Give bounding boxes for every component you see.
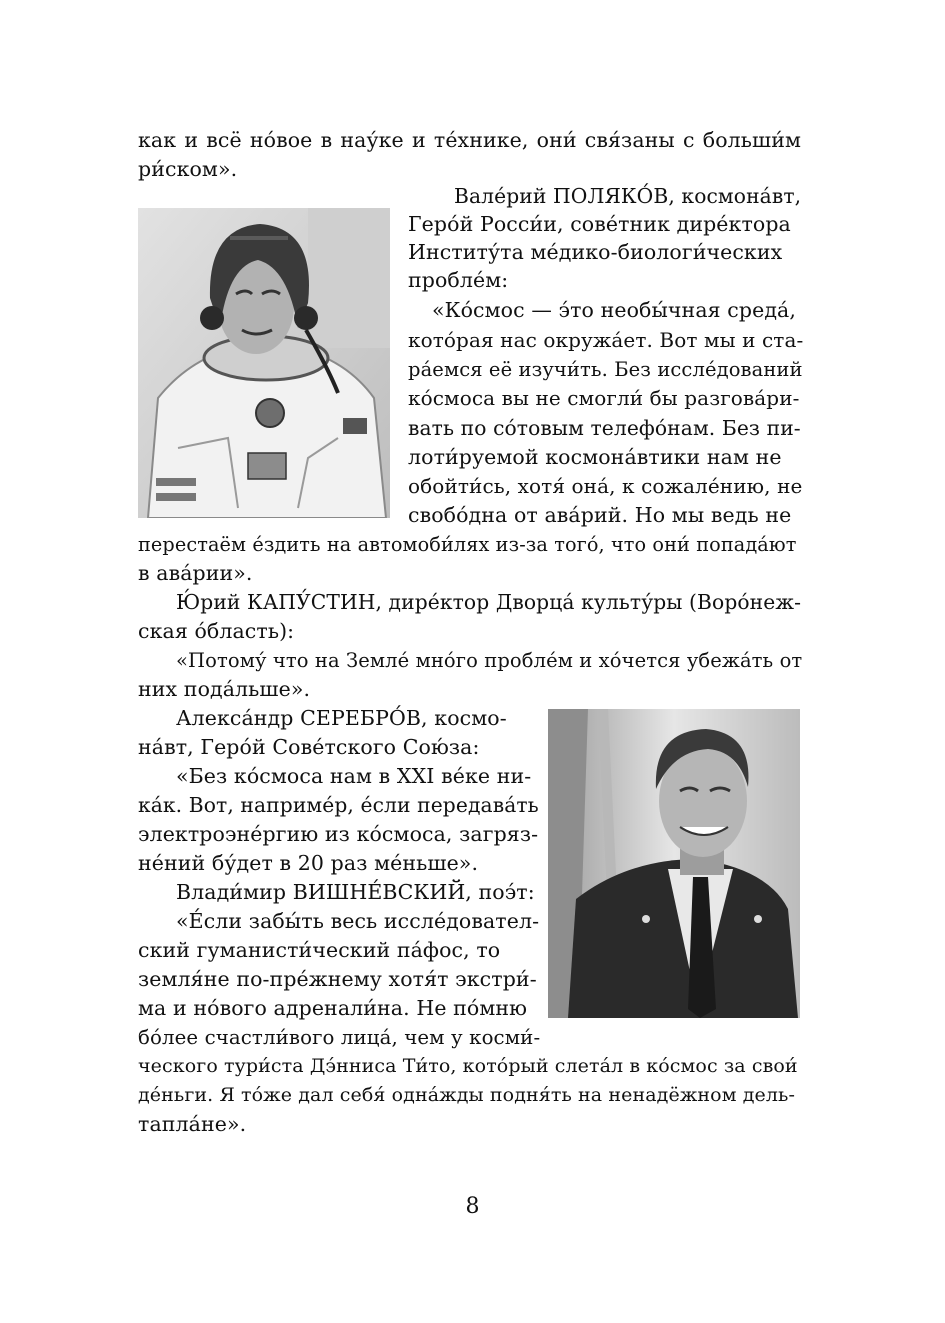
text-line: ри́ском».: [138, 157, 238, 181]
text-line: ческого тури́ста Дэ́нниса Ти́то, кото́рый слета́л в ко́смос за свои́: [138, 1055, 798, 1077]
text-line: пробле́м:: [408, 268, 509, 292]
text-line: ский гуманисти́ческий па́фос, то: [138, 938, 501, 962]
text-line: Институ́та ме́дико-биологи́ческих: [408, 240, 783, 264]
text-line: как и всё но́вое в нау́ке и те́хнике, они́ свя́заны с больши́м: [138, 128, 801, 152]
cosmonaut-photo-image: [138, 208, 390, 518]
text-line: ская о́бласть):: [138, 619, 295, 643]
page-number: 8: [465, 1194, 480, 1219]
text-line: кото́рая нас окружа́ет. Вот мы и ста-: [408, 328, 804, 352]
text-line: электроэне́ргию из ко́смоса, загряз-: [138, 822, 539, 846]
photo-polyakov: [138, 208, 390, 518]
text-line: «Потому́ что на Земле́ мно́го пробле́м и хо́чется убежа́ть от: [176, 649, 803, 672]
text-line: вать по со́товым телефо́нам. Без пи-: [408, 416, 801, 440]
text-line: «Ко́смос — э́то необы́чная среда́,: [432, 298, 796, 322]
text-line: ко́смоса вы не смогли́ бы разгова́ри-: [408, 386, 800, 410]
text-line: де́ньги. Я то́же дал себя́ одна́жды подня́ть на ненадёжном дель-: [138, 1084, 795, 1106]
text-line: Влади́мир ВИШНЕ́ВСКИЙ, поэ́т:: [176, 880, 535, 904]
text-line: ма и но́вого адренали́на. Не по́мню: [138, 996, 528, 1020]
text-line: «Без ко́смоса нам в XXI ве́ке ни-: [176, 764, 532, 788]
text-line: перестаём е́здить на автомоби́лях из-за того́, что они́ попада́ют: [138, 533, 797, 556]
text-line: ра́емся её изучи́ть. Без иссле́дований: [408, 358, 803, 381]
text-line: Алекса́ндр СЕРЕБРО́В, космо-: [176, 706, 507, 730]
text-line: «Е́сли забы́ть весь иссле́довател-: [176, 909, 540, 933]
text-line: не́ний бу́дет в 20 раз ме́ньше».: [138, 851, 479, 875]
text-line: земля́не по-пре́жнему хотя́т экстри́-: [138, 967, 537, 991]
text-line: Ю́рий КАПУ́СТИН, дире́ктор Дворца́ культу́ры (Воро́неж-: [176, 590, 802, 614]
text-line: бо́лее счастли́вого лица́, чем у косми́-: [138, 1026, 541, 1049]
text-line: лоти́руемой космона́втики нам не: [408, 445, 782, 469]
text-line: в ава́рии».: [138, 561, 253, 585]
text-line: Геро́й Росси́и, сове́тник дире́ктора: [408, 212, 791, 236]
text-line: ка́к. Вот, наприме́р, е́сли передава́ть: [138, 793, 539, 817]
text-line: свобо́дна от ава́рий. Но мы ведь не: [408, 503, 792, 527]
photo-serebrov: [548, 709, 800, 1018]
text-line: Вале́рий ПОЛЯКО́В, космона́вт,: [454, 184, 802, 208]
text-line: обойти́сь, хотя́ она́, к сожале́нию, не: [408, 474, 803, 498]
text-line: них пода́льше».: [138, 677, 311, 701]
text-line: на́вт, Геро́й Сове́тского Сою́за:: [138, 735, 480, 759]
text-line: тапла́не».: [138, 1112, 247, 1136]
man-portrait-image: [548, 709, 800, 1018]
